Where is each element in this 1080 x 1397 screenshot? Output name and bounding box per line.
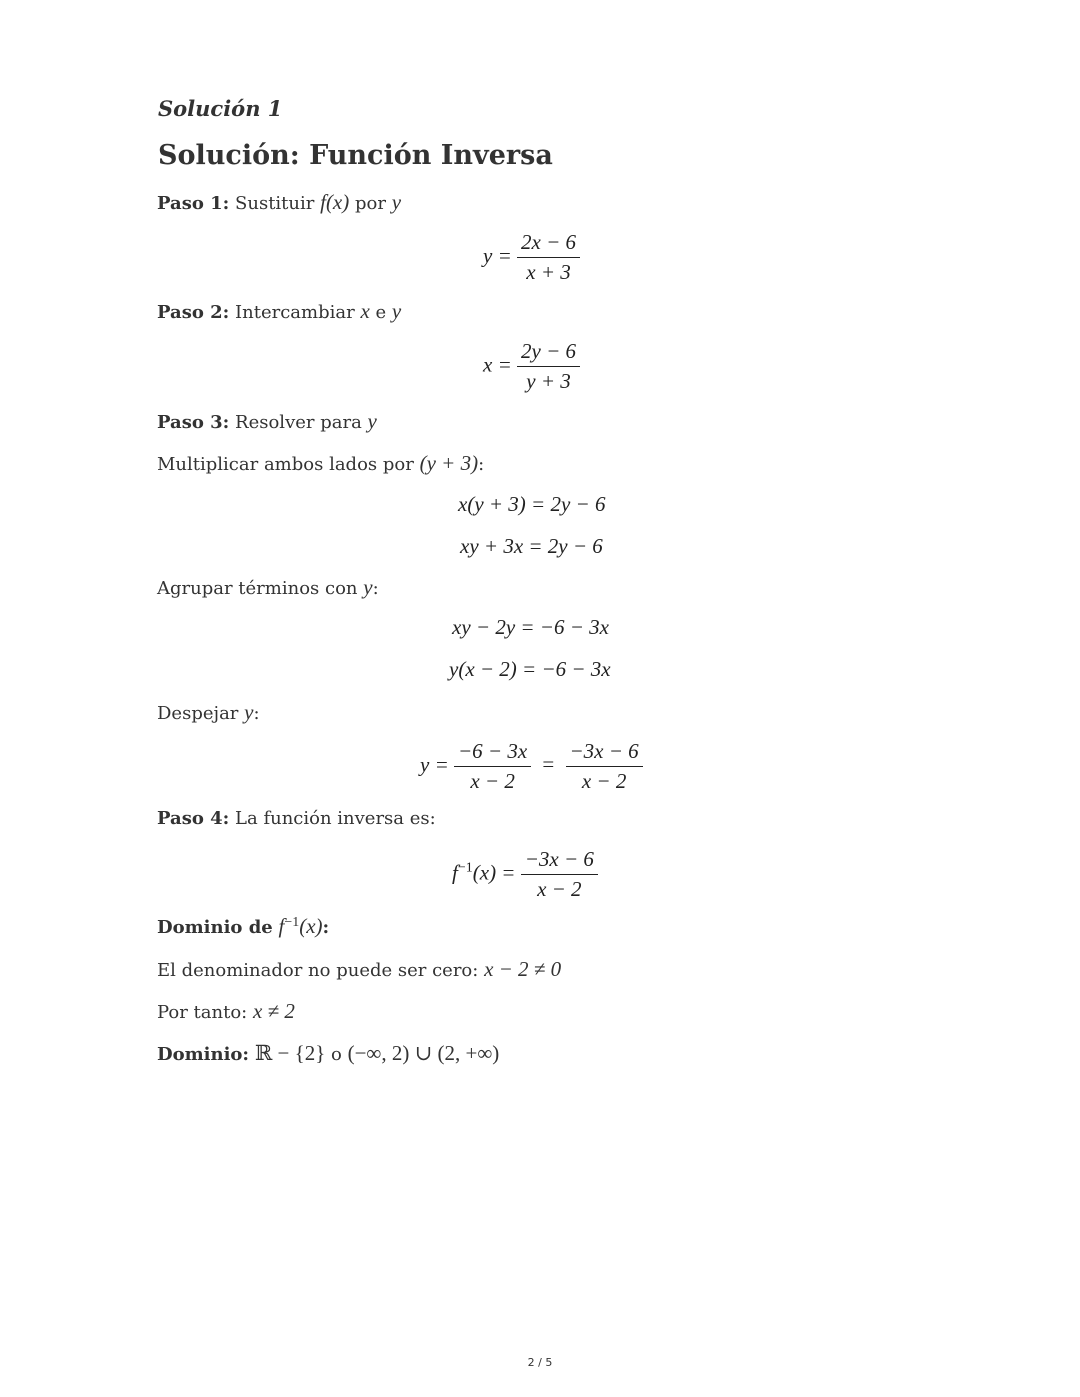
eq7-denominator-1: x − 2 — [454, 766, 531, 794]
step-3 — [157, 409, 377, 434]
domain-heading-text: Dominio de — [157, 917, 273, 938]
equation-4: xy + 3x = 2y − 6 — [460, 534, 603, 558]
eq2-numerator: 2y − 6 — [521, 339, 576, 363]
multiply-text: Multiplicar ambos lados por — [157, 454, 414, 475]
step-1-text: Sustituir — [235, 193, 315, 214]
step-1-fx: f(x) — [320, 190, 350, 214]
eq8-superscript: −1 — [457, 860, 473, 876]
section-label: Solución 1 — [158, 96, 283, 121]
group-y: y — [363, 575, 373, 599]
step-1 — [157, 190, 401, 215]
eq2-denominator: y + 3 — [517, 366, 580, 394]
page-title: Solución: Función Inversa — [158, 140, 553, 171]
step-2-y: y — [391, 299, 402, 323]
step-3-y: y — [367, 409, 377, 433]
eq1-fraction — [517, 230, 580, 285]
eq8-numerator: −3x − 6 — [524, 847, 594, 871]
isolate-y: y — [244, 700, 254, 724]
isolate-colon: : — [253, 703, 260, 724]
domain-set: ℝ − {2} — [254, 1041, 326, 1065]
denominator-text: El denominador no puede ser cero: — [157, 960, 479, 981]
domain-interval: (−∞, 2) ∪ (2, +∞) — [347, 1041, 500, 1065]
equation-1 — [483, 230, 580, 285]
domain-heading-f: f — [278, 914, 285, 938]
denominator-expr: x − 2 ≠ 0 — [484, 957, 562, 981]
equation-3: x(y + 3) = 2y − 6 — [458, 492, 606, 516]
group-line — [157, 575, 379, 600]
eq1-lhs: y = — [483, 243, 512, 268]
eq1-numerator: 2x − 6 — [521, 230, 576, 254]
eq7-numerator-1: −6 − 3x — [458, 739, 528, 763]
therefore-line — [157, 999, 295, 1024]
domain-line — [157, 1041, 499, 1066]
step-2-label: Paso 2: — [157, 302, 230, 323]
eq7-lhs: y = — [420, 752, 449, 777]
multiply-colon: : — [478, 454, 485, 475]
eq7-numerator-2: −3x − 6 — [569, 739, 639, 763]
therefore-text: Por tanto: — [157, 1002, 248, 1023]
eq7-denominator-2: x − 2 — [566, 766, 643, 794]
eq1-denominator: x + 3 — [517, 257, 580, 285]
page-number: 2 / 5 — [527, 1356, 553, 1369]
group-colon: : — [372, 578, 379, 599]
step-3-label: Paso 3: — [157, 412, 230, 433]
eq7-equals: = — [542, 752, 555, 777]
multiply-expr: (y + 3) — [419, 451, 479, 475]
equation-7 — [420, 739, 643, 794]
domain-heading-arg: (x) — [299, 914, 323, 938]
step-2-x: x — [360, 299, 370, 323]
step-1-por: por — [355, 193, 386, 214]
eq7-fraction-1 — [454, 739, 531, 794]
eq2-fraction — [517, 339, 580, 394]
domain-heading-colon: : — [322, 917, 330, 938]
step-2-text: Intercambiar — [235, 302, 355, 323]
step-3-text: Resolver para — [235, 412, 362, 433]
denominator-line — [157, 957, 561, 982]
step-2 — [157, 299, 401, 324]
step-1-y: y — [391, 190, 402, 214]
eq8-denominator: x − 2 — [521, 874, 598, 902]
isolate-line — [157, 700, 260, 725]
group-text: Agrupar términos con — [157, 578, 358, 599]
equation-5: xy − 2y = −6 − 3x — [452, 615, 609, 639]
multiply-line — [157, 451, 484, 476]
step-1-label: Paso 1: — [157, 193, 230, 214]
equation-6: y(x − 2) = −6 − 3x — [449, 657, 611, 681]
domain-label: Dominio: — [157, 1044, 250, 1065]
step-2-e: e — [375, 302, 387, 323]
equation-8 — [452, 847, 598, 902]
therefore-expr: x ≠ 2 — [252, 999, 295, 1023]
domain-heading — [157, 914, 329, 939]
equation-2 — [483, 339, 580, 394]
isolate-text: Despejar — [157, 703, 239, 724]
eq8-arg: (x) = — [472, 860, 516, 885]
eq8-fraction — [521, 847, 598, 902]
step-4-text: La función inversa es: — [235, 808, 436, 829]
eq2-lhs: x = — [483, 352, 512, 377]
step-4 — [157, 808, 436, 829]
domain-o: o — [331, 1044, 342, 1065]
eq8-f: f — [452, 860, 458, 885]
eq7-fraction-2 — [566, 739, 643, 794]
domain-heading-superscript: −1 — [284, 915, 300, 930]
step-4-label: Paso 4: — [157, 808, 230, 829]
